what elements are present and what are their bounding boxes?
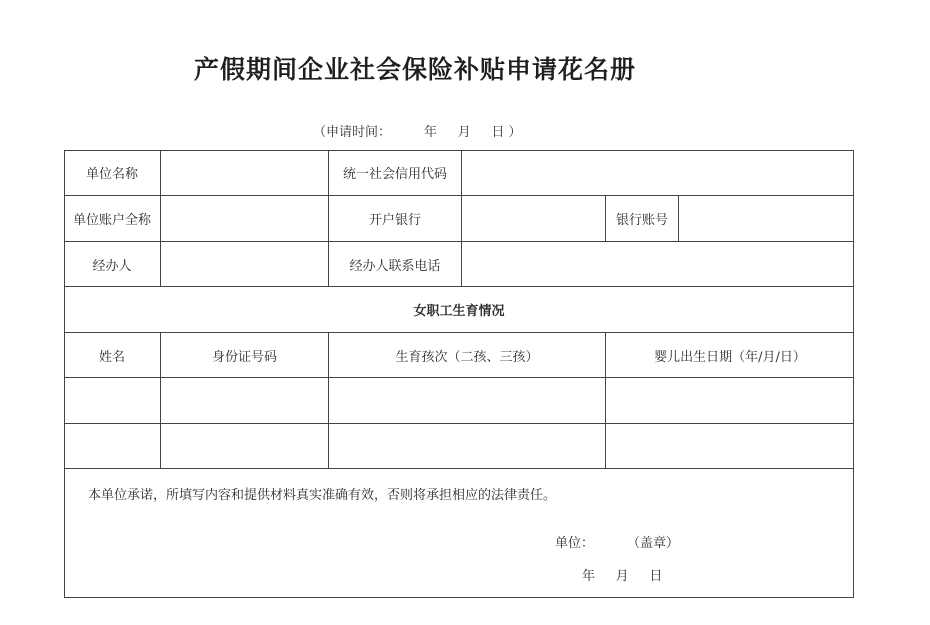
bank-label: 开户银行 [368, 213, 421, 228]
unit-name-field[interactable] [161, 151, 327, 194]
bank-field[interactable] [462, 197, 604, 240]
column-header-name: 姓名 [98, 349, 125, 365]
credit-code-field[interactable] [462, 151, 852, 194]
handler-phone-label: 经办人联系电话 [349, 258, 441, 274]
handler-label: 经办人 [92, 258, 132, 274]
birth-date-cell[interactable] [606, 378, 852, 422]
handler-phone-field[interactable] [462, 243, 852, 285]
credit-code-label: 统一社会信用代码 [342, 167, 447, 182]
account-name-field[interactable] [161, 197, 327, 240]
account-name-label: 单位账户全称 [72, 213, 151, 228]
column-header-birth-date: 婴儿出生日期（年/月/日） [654, 349, 806, 365]
apply-date: （申请时间： 年 月 日 ） [313, 125, 522, 140]
page-title: 产假期间企业社会保险补贴申请花名册 [193, 55, 636, 84]
birth-date-cell[interactable] [606, 424, 852, 467]
account-number-label: 银行账号 [615, 213, 668, 228]
signature-date: 年 月 日 [582, 569, 663, 584]
column-header-birth-order: 生育孩次（二孩、三孩） [395, 349, 539, 365]
birth-order-cell[interactable] [329, 378, 604, 422]
id-number-cell[interactable] [161, 424, 327, 467]
account-number-field[interactable] [679, 197, 852, 240]
name-cell[interactable] [65, 378, 159, 422]
handler-field[interactable] [161, 243, 327, 285]
name-cell[interactable] [65, 424, 159, 467]
column-header-id-number: 身份证号码 [211, 349, 277, 365]
birth-order-cell[interactable] [329, 424, 604, 467]
commitment-statement: 本单位承诺，所填写内容和提供材料真实准确有效，否则将承担相应的法律责任。 [88, 488, 557, 503]
id-number-cell[interactable] [161, 378, 327, 422]
seal-line: 单位： （盖章） [555, 536, 680, 551]
unit-name-label: 单位名称 [85, 167, 138, 182]
row-divider [64, 468, 854, 469]
birth-section-heading: 女职工生育情况 [413, 304, 505, 319]
